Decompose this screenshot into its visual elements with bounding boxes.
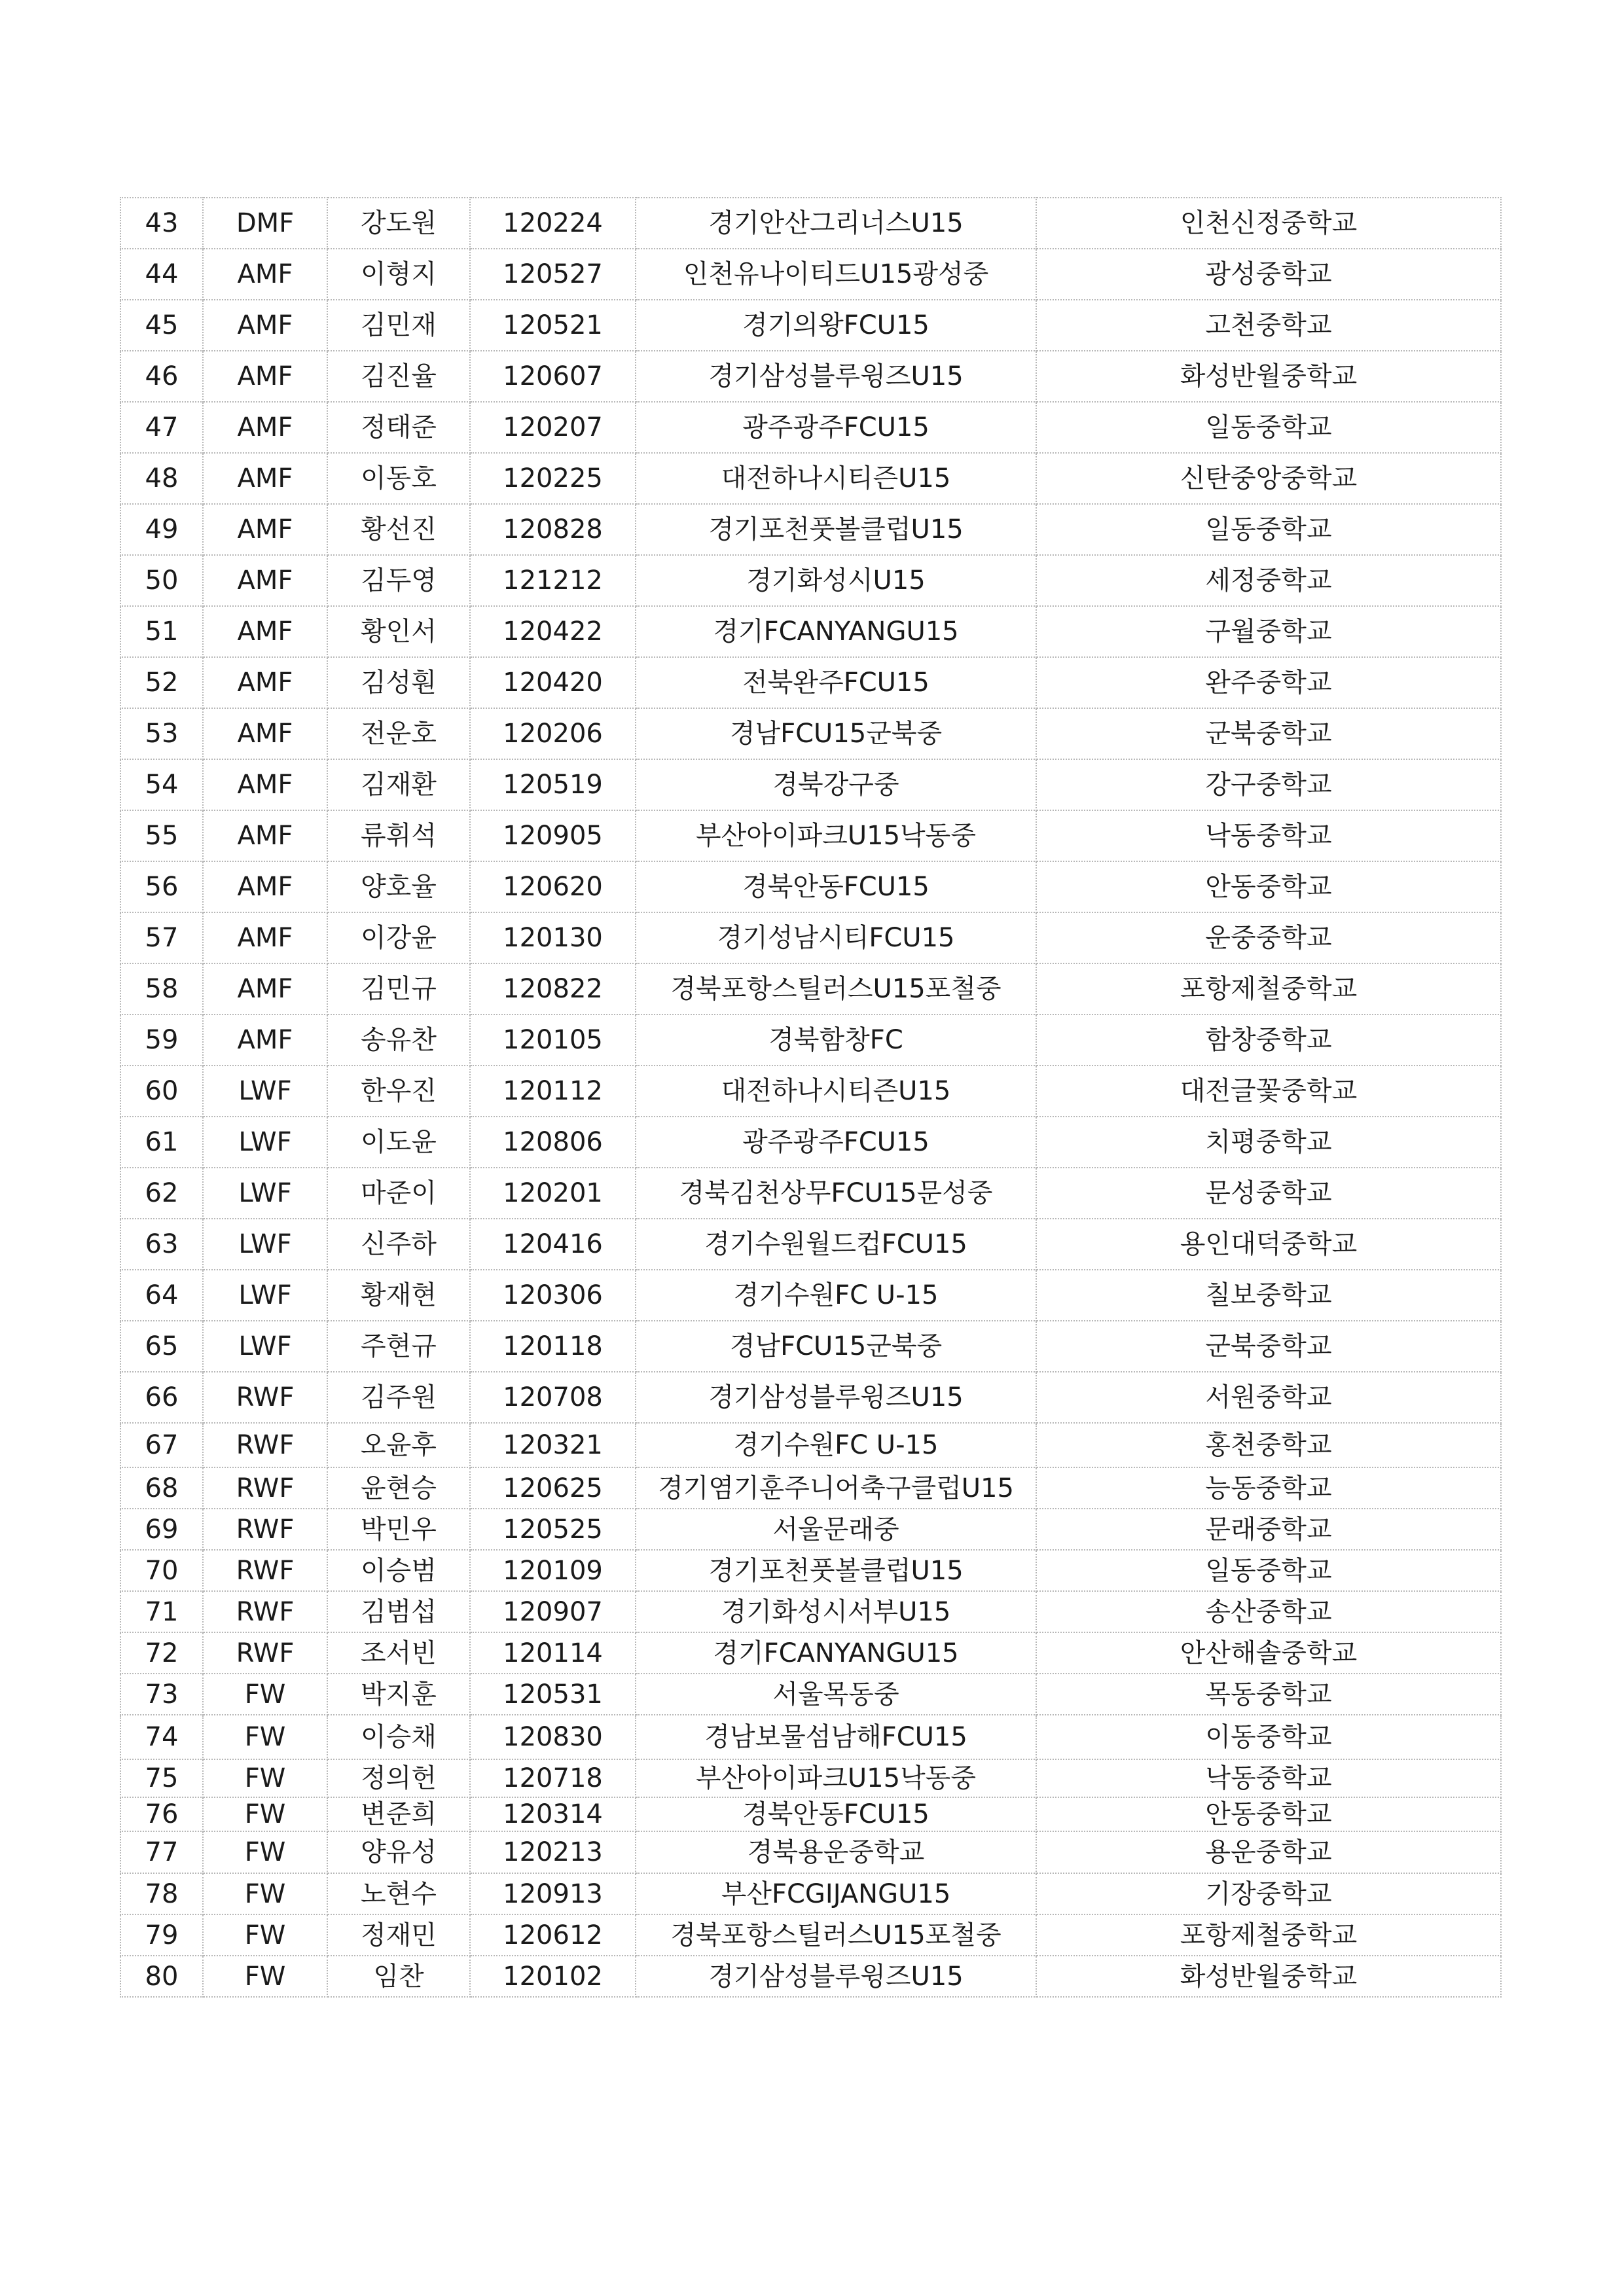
cell-school: 군북중학교 [1036,1321,1501,1372]
cell-number: 59 [120,1014,203,1066]
cell-player-id: 120201 [470,1168,636,1219]
table-row [120,504,1501,555]
cell-position: RWF [203,1467,327,1509]
table-row [120,1831,1501,1873]
cell-team: 부산아이파크U15낙동중 [636,810,1036,861]
table-row [120,351,1501,402]
cell-number: 54 [120,759,203,810]
cell-player-id: 120105 [470,1014,636,1066]
cell-number: 45 [120,300,203,351]
cell-number: 79 [120,1914,203,1956]
cell-player-name: 황선진 [327,504,470,555]
table-row [120,861,1501,912]
cell-player-id: 120612 [470,1914,636,1956]
cell-player-id: 120806 [470,1117,636,1168]
table-row [120,810,1501,861]
cell-player-id: 120607 [470,351,636,402]
cell-number: 57 [120,912,203,963]
table-row [120,1270,1501,1321]
cell-number: 76 [120,1797,203,1831]
cell-position: AMF [203,504,327,555]
cell-position: DMF [203,198,327,249]
cell-player-name: 노현수 [327,1873,470,1914]
cell-position: AMF [203,759,327,810]
cell-position: LWF [203,1168,327,1219]
cell-school: 문성중학교 [1036,1168,1501,1219]
cell-player-id: 120207 [470,402,636,453]
cell-team: 경기의왕FCU15 [636,300,1036,351]
cell-player-id: 120109 [470,1550,636,1591]
cell-team: 경기염기훈주니어축구클럽U15 [636,1467,1036,1509]
cell-school: 칠보중학교 [1036,1270,1501,1321]
cell-team: 경기FCANYANGU15 [636,606,1036,657]
cell-player-id: 120519 [470,759,636,810]
cell-player-id: 120907 [470,1591,636,1632]
cell-player-id: 120420 [470,657,636,708]
cell-number: 53 [120,708,203,759]
table-row [120,402,1501,453]
cell-number: 63 [120,1219,203,1270]
cell-position: AMF [203,861,327,912]
cell-school: 광성중학교 [1036,249,1501,300]
cell-team: 경기수원FC U-15 [636,1270,1036,1321]
cell-school: 목동중학교 [1036,1674,1501,1715]
cell-team: 서울문래중 [636,1509,1036,1550]
cell-player-id: 120102 [470,1956,636,1997]
cell-player-name: 정의헌 [327,1759,470,1797]
cell-school: 서원중학교 [1036,1372,1501,1423]
cell-team: 경기삼성블루윙즈U15 [636,351,1036,402]
cell-team: 경기화성시서부U15 [636,1591,1036,1632]
cell-number: 71 [120,1591,203,1632]
cell-player-name: 정태준 [327,402,470,453]
cell-number: 44 [120,249,203,300]
cell-team: 경기포천풋볼클럽U15 [636,1550,1036,1591]
cell-position: FW [203,1797,327,1831]
table-row [120,453,1501,504]
cell-player-id: 120225 [470,453,636,504]
cell-position: AMF [203,657,327,708]
cell-position: AMF [203,606,327,657]
cell-school: 강구중학교 [1036,759,1501,810]
cell-player-id: 120521 [470,300,636,351]
table-row [120,1219,1501,1270]
table-row [120,1632,1501,1674]
table-row [120,198,1501,249]
cell-team: 광주광주FCU15 [636,1117,1036,1168]
cell-number: 80 [120,1956,203,1997]
cell-player-id: 120422 [470,606,636,657]
cell-player-name: 이강윤 [327,912,470,963]
cell-number: 67 [120,1423,203,1467]
cell-school: 운중중학교 [1036,912,1501,963]
cell-school: 포항제철중학교 [1036,963,1501,1014]
cell-number: 77 [120,1831,203,1873]
cell-school: 안동중학교 [1036,1797,1501,1831]
cell-player-id: 120625 [470,1467,636,1509]
cell-player-name: 김민재 [327,300,470,351]
cell-team: 대전하나시티즌U15 [636,1066,1036,1117]
cell-player-name: 조서빈 [327,1632,470,1674]
cell-position: AMF [203,555,327,606]
cell-team: 경기성남시티FCU15 [636,912,1036,963]
table-row [120,1321,1501,1372]
cell-player-id: 120321 [470,1423,636,1467]
cell-player-id: 120830 [470,1715,636,1759]
cell-player-id: 120114 [470,1632,636,1674]
cell-position: RWF [203,1632,327,1674]
cell-school: 이동중학교 [1036,1715,1501,1759]
cell-number: 48 [120,453,203,504]
cell-position: LWF [203,1117,327,1168]
cell-position: FW [203,1873,327,1914]
cell-player-id: 120531 [470,1674,636,1715]
cell-school: 일동중학교 [1036,1550,1501,1591]
cell-player-name: 이동호 [327,453,470,504]
cell-number: 78 [120,1873,203,1914]
cell-school: 함창중학교 [1036,1014,1501,1066]
cell-school: 용인대덕중학교 [1036,1219,1501,1270]
cell-team: 경기화성시U15 [636,555,1036,606]
cell-team: 전북완주FCU15 [636,657,1036,708]
cell-player-id: 120913 [470,1873,636,1914]
cell-player-id: 120718 [470,1759,636,1797]
cell-school: 송산중학교 [1036,1591,1501,1632]
table-row [120,1759,1501,1797]
cell-player-name: 변준희 [327,1797,470,1831]
cell-player-id: 120112 [470,1066,636,1117]
cell-team: 부산아이파크U15낙동중 [636,1759,1036,1797]
cell-player-name: 오윤후 [327,1423,470,1467]
cell-player-name: 김두영 [327,555,470,606]
cell-position: AMF [203,402,327,453]
cell-school: 대전글꽃중학교 [1036,1066,1501,1117]
cell-player-name: 김재환 [327,759,470,810]
cell-team: 경기수원FC U-15 [636,1423,1036,1467]
cell-team: 경기안산그리너스U15 [636,198,1036,249]
cell-position: FW [203,1674,327,1715]
cell-team: 경북함창FC [636,1014,1036,1066]
cell-player-id: 120314 [470,1797,636,1831]
cell-player-id: 120118 [470,1321,636,1372]
cell-school: 문래중학교 [1036,1509,1501,1550]
table-row [120,657,1501,708]
cell-number: 75 [120,1759,203,1797]
cell-school: 구월중학교 [1036,606,1501,657]
cell-school: 홍천중학교 [1036,1423,1501,1467]
cell-player-id: 120130 [470,912,636,963]
cell-position: AMF [203,963,327,1014]
cell-player-name: 김주원 [327,1372,470,1423]
cell-number: 49 [120,504,203,555]
table-row [120,759,1501,810]
cell-position: RWF [203,1423,327,1467]
cell-player-name: 황재현 [327,1270,470,1321]
cell-player-name: 신주하 [327,1219,470,1270]
cell-team: 경북김천상무FCU15문성중 [636,1168,1036,1219]
cell-team: 경남보물섬남해FCU15 [636,1715,1036,1759]
cell-position: RWF [203,1591,327,1632]
cell-player-name: 정재민 [327,1914,470,1956]
cell-player-name: 이형지 [327,249,470,300]
cell-team: 경기포천풋볼클럽U15 [636,504,1036,555]
table-row [120,1168,1501,1219]
cell-position: LWF [203,1219,327,1270]
cell-player-name: 강도원 [327,198,470,249]
cell-team: 경북안동FCU15 [636,861,1036,912]
cell-player-id: 120527 [470,249,636,300]
cell-number: 50 [120,555,203,606]
cell-school: 세정중학교 [1036,555,1501,606]
cell-position: LWF [203,1321,327,1372]
cell-player-id: 120213 [470,1831,636,1873]
cell-number: 69 [120,1509,203,1550]
cell-team: 대전하나시티즌U15 [636,453,1036,504]
cell-position: AMF [203,249,327,300]
cell-number: 73 [120,1674,203,1715]
cell-position: AMF [203,1014,327,1066]
cell-team: 경남FCU15군북중 [636,708,1036,759]
cell-position: FW [203,1914,327,1956]
cell-school: 군북중학교 [1036,708,1501,759]
cell-school: 일동중학교 [1036,402,1501,453]
table-row [120,300,1501,351]
cell-number: 58 [120,963,203,1014]
cell-school: 인천신정중학교 [1036,198,1501,249]
cell-team: 경북포항스틸러스U15포철중 [636,1914,1036,1956]
cell-number: 61 [120,1117,203,1168]
cell-team: 경북강구중 [636,759,1036,810]
table-row [120,1674,1501,1715]
cell-player-id: 120708 [470,1372,636,1423]
cell-school: 능동중학교 [1036,1467,1501,1509]
cell-school: 화성반월중학교 [1036,351,1501,402]
cell-player-name: 윤현승 [327,1467,470,1509]
cell-player-id: 120306 [470,1270,636,1321]
cell-school: 고천중학교 [1036,300,1501,351]
cell-number: 62 [120,1168,203,1219]
cell-player-name: 박민우 [327,1509,470,1550]
cell-school: 용운중학교 [1036,1831,1501,1873]
cell-number: 65 [120,1321,203,1372]
cell-number: 60 [120,1066,203,1117]
cell-player-name: 김성훤 [327,657,470,708]
cell-school: 완주중학교 [1036,657,1501,708]
table-row [120,963,1501,1014]
cell-number: 43 [120,198,203,249]
cell-player-name: 양호율 [327,861,470,912]
cell-team: 경남FCU15군북중 [636,1321,1036,1372]
table-row [120,1066,1501,1117]
cell-school: 치평중학교 [1036,1117,1501,1168]
cell-number: 51 [120,606,203,657]
cell-player-name: 임찬 [327,1956,470,1997]
cell-position: FW [203,1956,327,1997]
cell-player-id: 120828 [470,504,636,555]
cell-player-name: 양유성 [327,1831,470,1873]
cell-team: 부산FCGIJANGU15 [636,1873,1036,1914]
cell-school: 안동중학교 [1036,861,1501,912]
cell-team: 인천유나이티드U15광성중 [636,249,1036,300]
table-row [120,1117,1501,1168]
cell-position: RWF [203,1509,327,1550]
cell-number: 56 [120,861,203,912]
cell-player-name: 송유찬 [327,1014,470,1066]
cell-player-id: 120905 [470,810,636,861]
cell-school: 포항제철중학교 [1036,1914,1501,1956]
table-row [120,1014,1501,1066]
cell-position: RWF [203,1372,327,1423]
cell-number: 52 [120,657,203,708]
cell-team: 경북안동FCU15 [636,1797,1036,1831]
table-row [120,1423,1501,1467]
cell-team: 경기삼성블루윙즈U15 [636,1956,1036,1997]
cell-position: AMF [203,351,327,402]
table-row [120,1956,1501,1997]
cell-number: 55 [120,810,203,861]
cell-player-name: 마준이 [327,1168,470,1219]
table-row [120,1467,1501,1509]
cell-position: RWF [203,1550,327,1591]
cell-player-name: 한우진 [327,1066,470,1117]
cell-number: 70 [120,1550,203,1591]
cell-number: 46 [120,351,203,402]
cell-player-name: 전운호 [327,708,470,759]
cell-school: 일동중학교 [1036,504,1501,555]
cell-player-name: 박지훈 [327,1674,470,1715]
cell-position: AMF [203,810,327,861]
player-roster-table [120,197,1502,1998]
cell-position: AMF [203,300,327,351]
cell-position: AMF [203,708,327,759]
cell-position: FW [203,1759,327,1797]
cell-player-name: 이도윤 [327,1117,470,1168]
cell-player-id: 120525 [470,1509,636,1550]
table-row [120,1914,1501,1956]
cell-number: 74 [120,1715,203,1759]
table-row [120,708,1501,759]
cell-school: 낙동중학교 [1036,810,1501,861]
table-row [120,1509,1501,1550]
cell-player-id: 121212 [470,555,636,606]
cell-player-name: 황인서 [327,606,470,657]
table-row [120,1591,1501,1632]
cell-player-id: 120620 [470,861,636,912]
table-row [120,606,1501,657]
cell-player-name: 김민규 [327,963,470,1014]
cell-number: 66 [120,1372,203,1423]
cell-school: 기장중학교 [1036,1873,1501,1914]
cell-player-name: 이승채 [327,1715,470,1759]
cell-player-name: 류휘석 [327,810,470,861]
cell-team: 서울목동중 [636,1674,1036,1715]
cell-team: 경기수원월드컵FCU15 [636,1219,1036,1270]
table-row [120,912,1501,963]
cell-player-name: 김범섭 [327,1591,470,1632]
table-row [120,249,1501,300]
table-row [120,555,1501,606]
cell-player-id: 120822 [470,963,636,1014]
table-row [120,1797,1501,1831]
cell-player-name: 주현규 [327,1321,470,1372]
cell-player-id: 120206 [470,708,636,759]
cell-number: 72 [120,1632,203,1674]
cell-position: LWF [203,1066,327,1117]
cell-position: LWF [203,1270,327,1321]
cell-school: 화성반월중학교 [1036,1956,1501,1997]
table-row [120,1873,1501,1914]
cell-team: 경기삼성블루윙즈U15 [636,1372,1036,1423]
cell-school: 안산해솔중학교 [1036,1632,1501,1674]
cell-position: AMF [203,453,327,504]
table-row [120,1550,1501,1591]
cell-position: FW [203,1831,327,1873]
cell-player-id: 120416 [470,1219,636,1270]
cell-team: 경북용운중학교 [636,1831,1036,1873]
cell-number: 68 [120,1467,203,1509]
cell-position: AMF [203,912,327,963]
cell-player-name: 김진율 [327,351,470,402]
cell-team: 경북포항스틸러스U15포철중 [636,963,1036,1014]
cell-player-id: 120224 [470,198,636,249]
cell-school: 낙동중학교 [1036,1759,1501,1797]
cell-position: FW [203,1715,327,1759]
cell-number: 64 [120,1270,203,1321]
cell-team: 광주광주FCU15 [636,402,1036,453]
cell-player-name: 이승범 [327,1550,470,1591]
table-row [120,1372,1501,1423]
table-row [120,1715,1501,1759]
cell-school: 신탄중앙중학교 [1036,453,1501,504]
cell-number: 47 [120,402,203,453]
cell-team: 경기FCANYANGU15 [636,1632,1036,1674]
roster-body [120,198,1501,1997]
